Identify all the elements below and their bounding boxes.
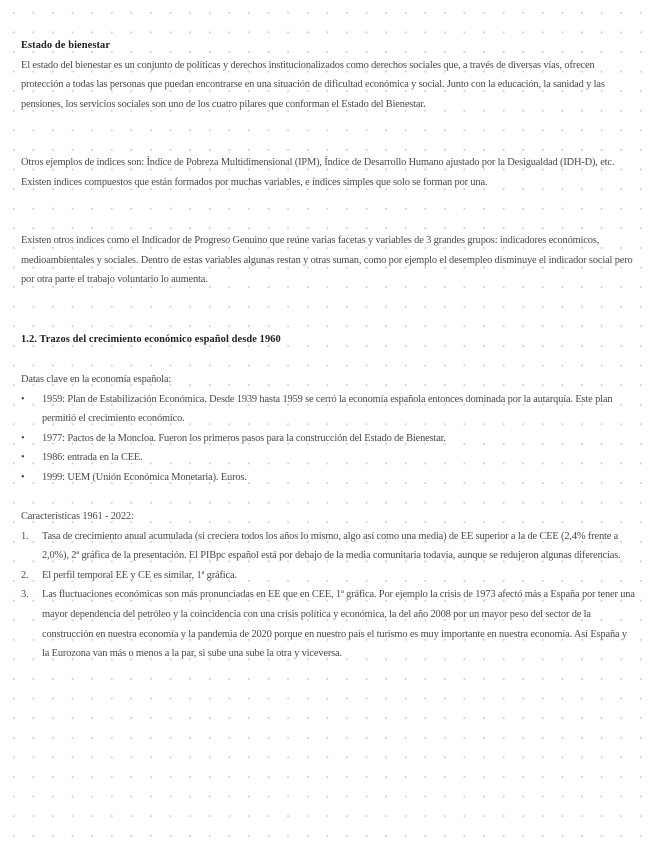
list-text: Las fluctuaciones económicas son más pronunciadas en EE que en CEE, 1ª gráfica. Por ejemplo la crisis de 1973 afectó más a España por tener una mayor dependencia del petróleo y la coincidencia con una crisis política y económica, la del año 2008 por un mayor peso del sector de la construcción en nuestra economía y la pandemia de 2020 porque en nuestro país el turismo es muy importante en nuestra economía. Así España y la Eurozona van más o menos a la par, si sube una sube la otra y viceversa.: [42, 589, 635, 660]
list-number: 1.: [21, 530, 29, 542]
list-item: • 1999: UEM (Unión Económica Monetaria). Euros.: [21, 468, 635, 488]
key-dates-list: [21, 390, 635, 488]
list-item: • 1986: entrada en la CEE.: [21, 448, 635, 468]
features-section: [21, 507, 635, 664]
features-list: [21, 527, 635, 664]
features-intro: Características 1961 - 2022:: [21, 511, 134, 522]
list-item: • 1977: Pactos de la Moncloa. Fueron los primeros pasos para la construcción del Estado de Bienestar.: [21, 429, 635, 449]
list-number: 2.: [21, 569, 29, 581]
list-item: [21, 585, 635, 663]
list-text: Tasa de crecimiento anual acumulada (si creciera todos los años lo mismo, algo así como una media) de EE superior a la de CEE (2,4% frente a 2,0%), 2ª gráfica de la presentación. El PIBpc español está por debajo de la media comunitaria todavía, aunque se redujeron algunas diferencias.: [42, 530, 621, 562]
welfare-state-section: [21, 36, 635, 114]
list-item: [21, 527, 635, 566]
paragraph: El estado del bienestar es un conjunto de políticas y derechos institucionalizados como derechos sociales que, a través de diversas vías, ofrecen protección a todas las personas que puedan encontrarse en una situación de dificultad económica y social. Junto con la educación, la sanidad y las pensiones, los servicios sociales son uno de los cuatro pilares que conforman el Estado del Bienestar.: [21, 59, 605, 110]
list-text: El perfil temporal EE y CE es similar, 1ª gráfica.: [42, 569, 237, 581]
list-number: 3.: [21, 589, 29, 601]
list-item: [21, 566, 635, 586]
key-dates-intro: Datas clave en la economía española:: [21, 374, 172, 385]
list-item: • 1959: Plan de Estabilización Económica. Desde 1939 hasta 1959 se cerró la economía española entonces dominada por la autarquía. Este plan permitió el crecimiento económico.: [21, 390, 635, 429]
section-heading: 1.2. Trazos del crecimiento económico español desde 1960: [21, 334, 281, 345]
section-title: Estado de bienestar: [21, 40, 111, 51]
paragraph-genuine-progress: Existen otros índices como el Indicador de Progreso Genuino que reúne varias facetas y variables de 3 grandes grupos: indicadores económicos, medioambientales y sociales. Dentro de estas variables algunas restan y otras suman, como por ejemplo el desempleo disminuye el indicador social pero por otra parte el trabajo voluntario lo aumenta.: [21, 235, 633, 286]
paragraph-indices: Otros ejemplos de índices son: Índice de Pobreza Multidimensional (IPM), Índice de Desarrollo Humano ajustado por la Desigualdad (IDH-D), etc. Existen índices compuestos que están formados por muchas variables, e índices simples que solo se forman por una.: [21, 157, 615, 188]
key-dates-section: [21, 370, 635, 488]
